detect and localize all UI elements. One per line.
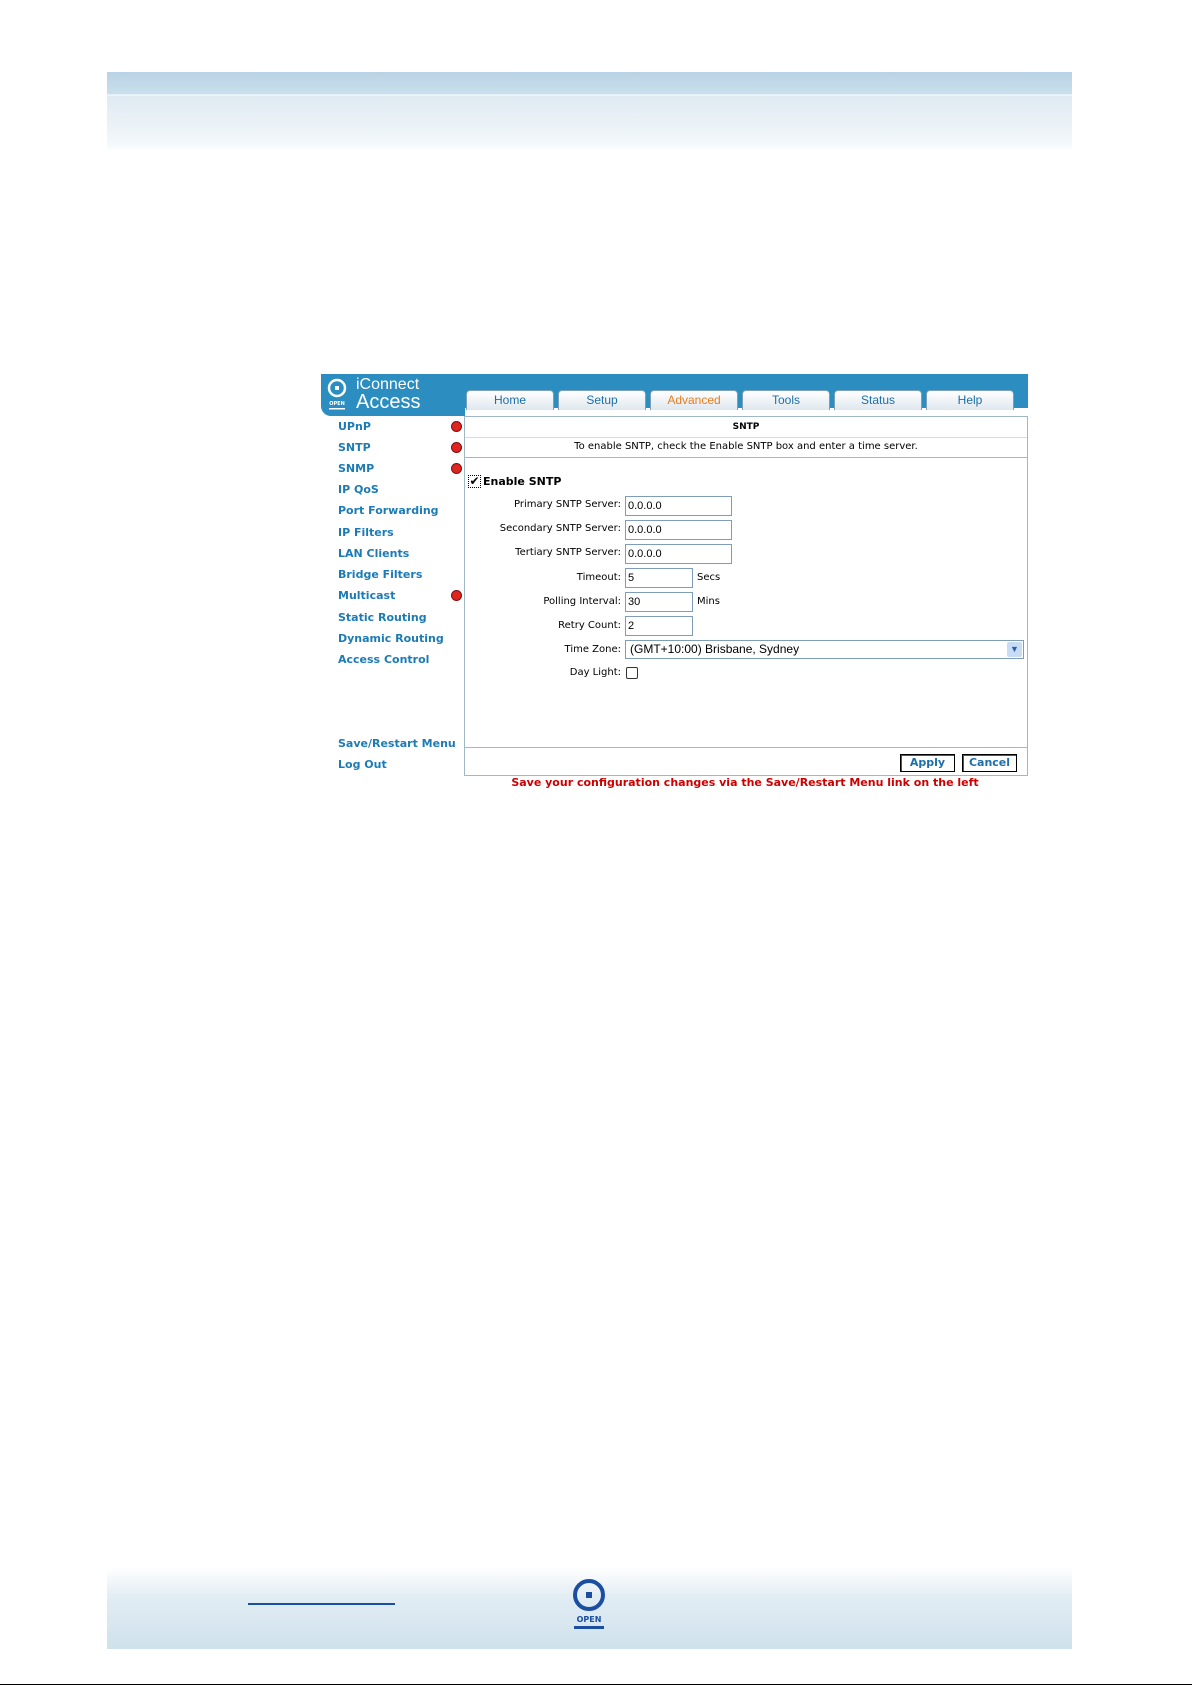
page-header-band [107, 72, 1072, 152]
main-tabs [466, 390, 1018, 410]
panel-title: SNTP [465, 417, 1027, 438]
enable-sntp-label: Enable SNTP [483, 475, 562, 488]
cancel-button[interactable]: Cancel [962, 754, 1017, 772]
sidebar-item-static-routing[interactable]: Static Routing [338, 611, 427, 624]
sidebar-item-snmp[interactable]: SNMP [338, 462, 375, 475]
sidebar-item-lan-clients[interactable]: LAN Clients [338, 547, 410, 560]
polling-interval-label: Polling Interval: [543, 596, 621, 607]
enable-sntp-checkbox[interactable]: ✔ [469, 474, 480, 488]
logo-text: OPEN [329, 401, 345, 407]
sidebar-item-log-out[interactable]: Log Out [338, 758, 387, 771]
sidebar-item-sntp[interactable]: SNTP [338, 441, 371, 454]
apply-button[interactable]: Apply [900, 754, 955, 772]
alert-dot-icon [451, 463, 462, 474]
footer-underline [248, 1603, 395, 1605]
time-zone-select[interactable] [625, 640, 1024, 659]
sidebar-item-ip-filters[interactable]: IP Filters [338, 526, 394, 539]
polling-interval-unit: Mins [697, 596, 720, 607]
tab-status[interactable]: Status [834, 390, 922, 410]
router-web-ui [321, 374, 1028, 794]
enable-sntp-row [468, 475, 561, 488]
tab-home[interactable]: Home [466, 390, 554, 410]
tab-help[interactable]: Help [926, 390, 1014, 410]
sidebar-item-ip-qos[interactable]: IP QoS [338, 483, 379, 496]
open-logo-icon [571, 1578, 607, 1632]
sidebar-item-multicast[interactable]: Multicast [338, 589, 396, 602]
day-light-checkbox[interactable] [626, 667, 638, 679]
chevron-down-icon[interactable]: ▼ [1007, 642, 1022, 657]
tertiary-server-label: Tertiary SNTP Server: [515, 547, 621, 558]
brand-line1: iConnect [356, 376, 420, 393]
footer-logo-text: OPEN [576, 1615, 602, 1624]
sidebar-item-upnp[interactable]: UPnP [338, 420, 371, 433]
tab-tools[interactable]: Tools [742, 390, 830, 410]
polling-interval-input[interactable] [625, 592, 693, 612]
alert-dot-icon [451, 590, 462, 601]
open-logo-icon [327, 378, 347, 412]
button-bar [465, 747, 1027, 776]
brand-logo [321, 374, 465, 416]
sntp-panel [464, 416, 1028, 776]
sidebar-item-bridge-filters[interactable]: Bridge Filters [338, 568, 423, 581]
tab-advanced[interactable]: Advanced [650, 390, 738, 410]
alert-dot-icon [451, 421, 462, 432]
brand-line2: Access [356, 391, 421, 413]
secondary-server-input[interactable] [625, 520, 732, 540]
secondary-server-label: Secondary SNTP Server: [499, 523, 621, 534]
panel-description: To enable SNTP, check the Enable SNTP box and enter a time server. [465, 437, 1027, 458]
tertiary-server-input[interactable] [625, 544, 732, 564]
tab-setup[interactable]: Setup [558, 390, 646, 410]
save-warning: Save your configuration changes via the Save/Restart Menu link on the left [511, 776, 979, 789]
alert-dot-icon [451, 442, 462, 453]
primary-server-label: Primary SNTP Server: [514, 499, 621, 510]
primary-server-input[interactable] [625, 496, 732, 516]
retry-count-label: Retry Count: [558, 620, 621, 631]
sidebar-item-save-restart[interactable]: Save/Restart Menu [338, 737, 456, 750]
day-light-label: Day Light: [569, 667, 621, 678]
time-zone-value: (GMT+10:00) Brisbane, Sydney [630, 642, 800, 656]
timeout-unit: Secs [697, 572, 721, 583]
sidebar-item-port-forwarding[interactable]: Port Forwarding [338, 504, 439, 517]
timeout-input[interactable] [625, 568, 693, 588]
time-zone-label: Time Zone: [564, 644, 621, 655]
timeout-label: Timeout: [576, 572, 621, 583]
sidebar-item-dynamic-routing[interactable]: Dynamic Routing [338, 632, 444, 645]
retry-count-input[interactable] [625, 616, 693, 636]
sidebar-item-access-control[interactable]: Access Control [338, 653, 430, 666]
